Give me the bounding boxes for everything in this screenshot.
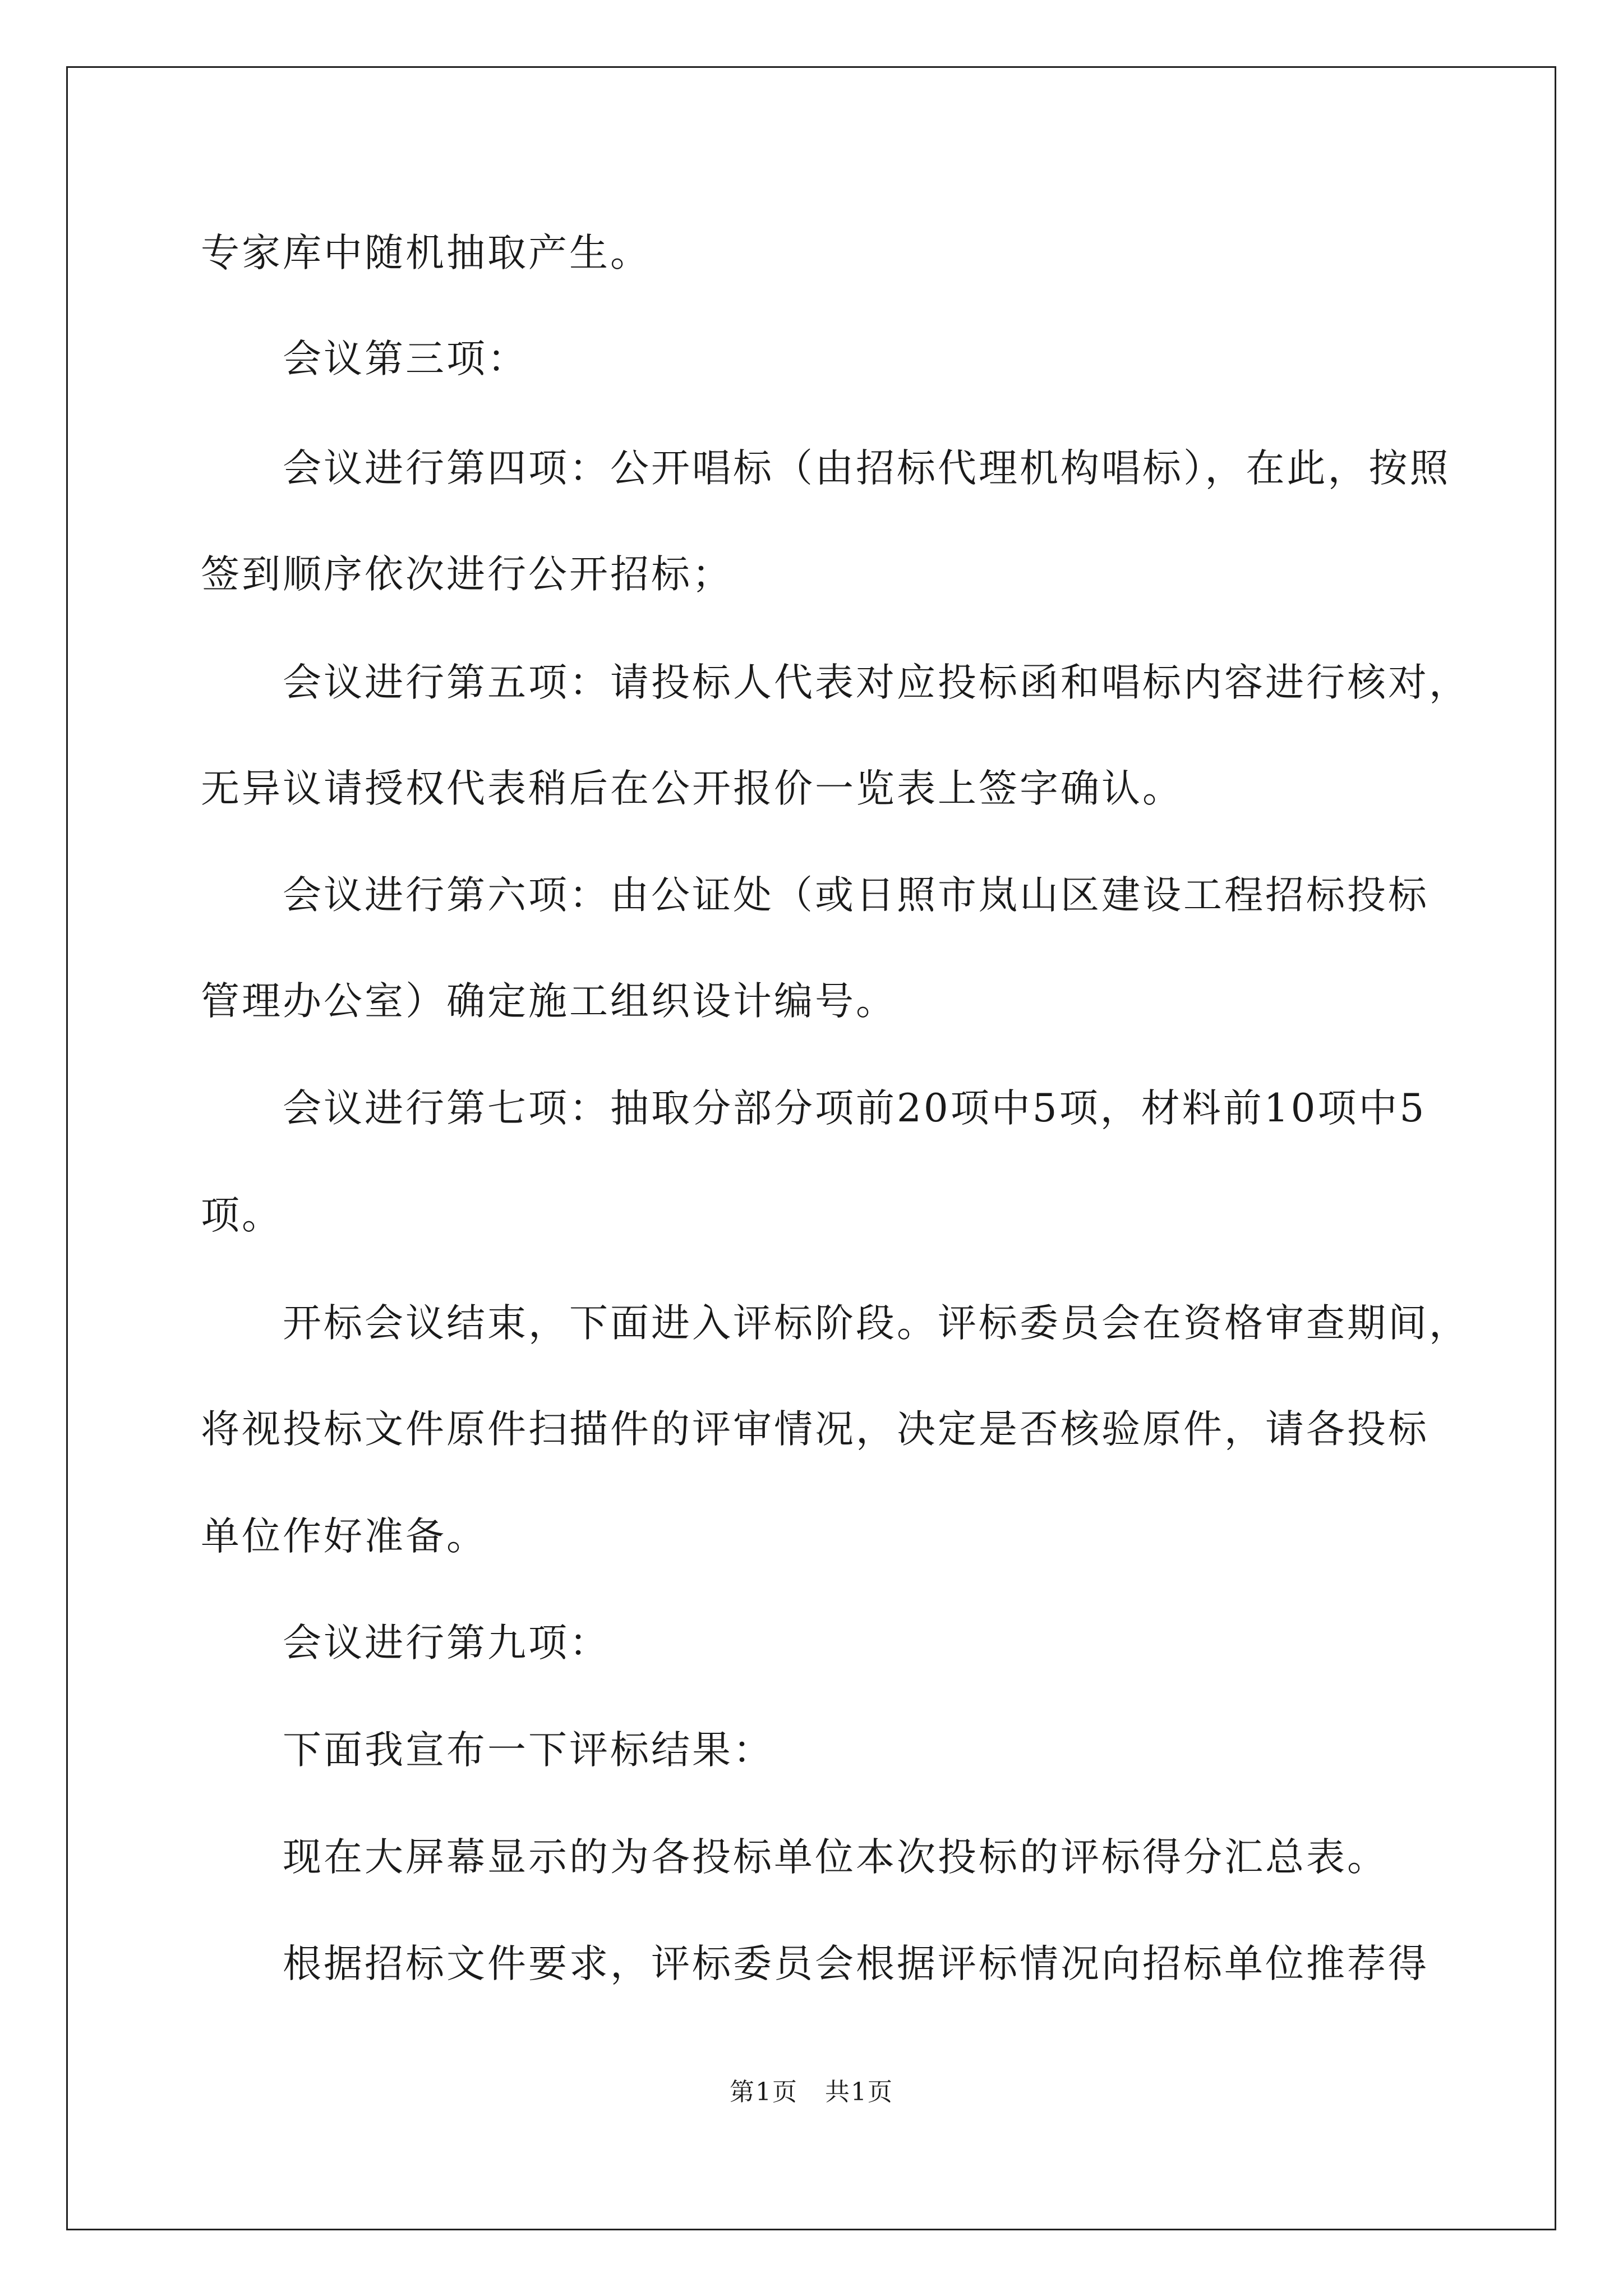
text-line: 专家库中随机抽取产生。 (201, 231, 651, 275)
text-line: 会议第三项： (283, 337, 528, 381)
page-number: 第1页 共1页 (730, 2078, 893, 2106)
text-line: 会议进行第四项：公开唱标（由招标代理机构唱标），在此，按照 (283, 446, 1451, 491)
text-line: 会议进行第六项：由公证处（或日照市岚山区建设工程招标投标 (283, 873, 1429, 918)
text-line: 根据招标文件要求，评标委员会根据评标情况向招标单位推荐得 (283, 1941, 1429, 1986)
text-line: 会议进行第五项：请投标人代表对应投标函和唱标内容进行核对， (283, 660, 1470, 705)
text-line: 会议进行第七项：抽取分部分项前20项中5项，材料前10项中5 (283, 1086, 1427, 1131)
text-line: 管理办公室）确定施工组织设计编号。 (201, 979, 897, 1024)
page-frame (66, 66, 1556, 2230)
text-line: 单位作好准备。 (201, 1514, 487, 1559)
text-line: 现在大屏幕显示的为各投标单位本次投标的评标得分汇总表。 (283, 1835, 1388, 1880)
text-line: 会议进行第九项： (283, 1621, 610, 1665)
text-line: 无异议请授权代表稍后在公开报价一览表上签字确认。 (201, 766, 1183, 811)
text-line: 签到顺序依次进行公开招标； (201, 552, 733, 597)
text-line: 项。 (201, 1193, 283, 1238)
text-line: 将视投标文件原件扫描件的评审情况，决定是否核验原件，请各投标 (201, 1407, 1429, 1452)
text-line: 开标会议结束，下面进入评标阶段。评标委员会在资格审查期间， (283, 1301, 1470, 1346)
text-line: 下面我宣布一下评标结果： (283, 1728, 774, 1773)
